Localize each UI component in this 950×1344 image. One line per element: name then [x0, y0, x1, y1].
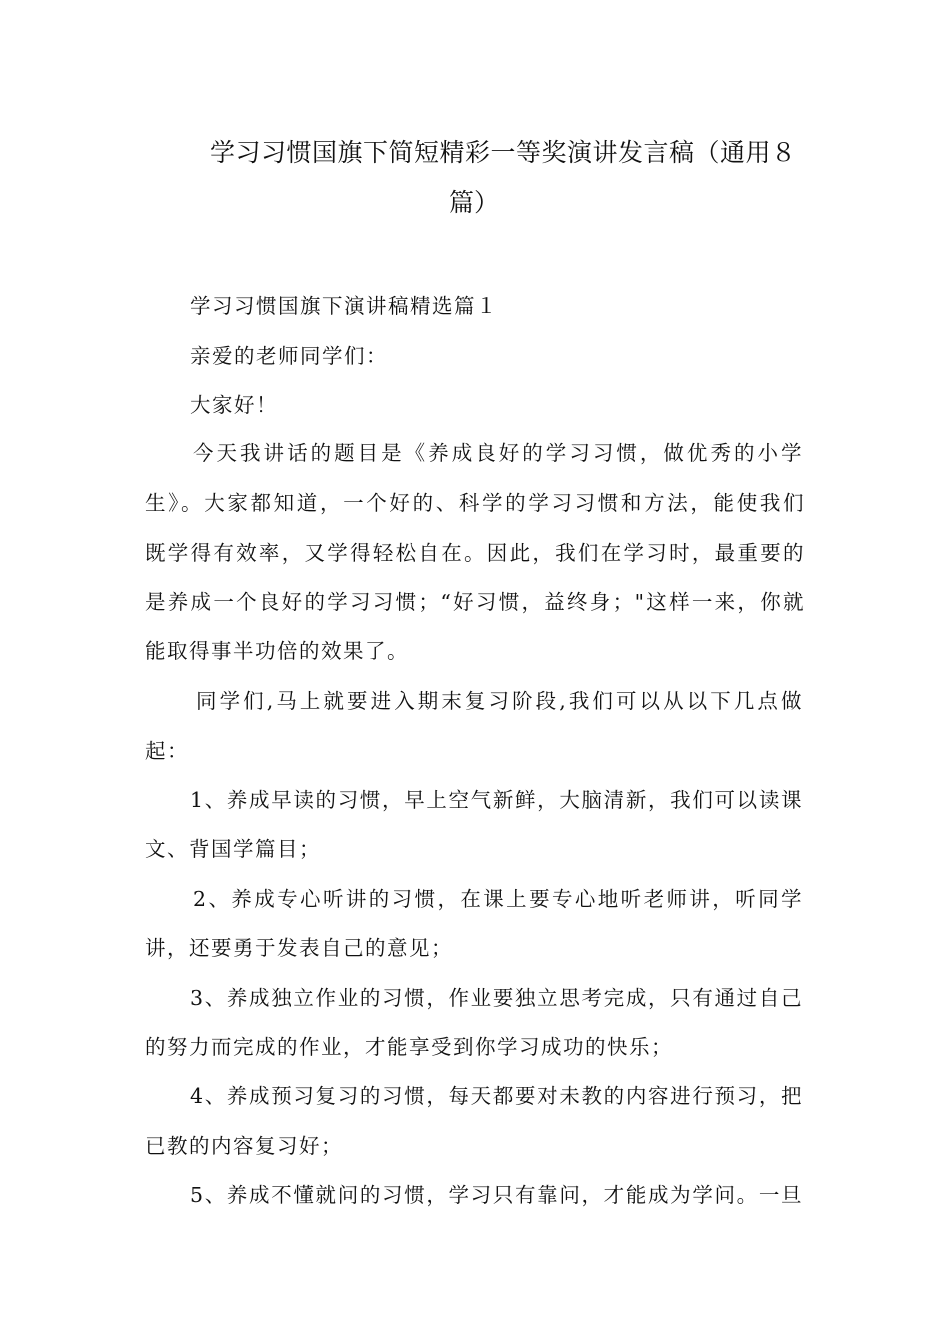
- paragraph-1-line: 能取得事半功倍的效果了。: [145, 639, 409, 663]
- paragraph-2-line: 起：: [145, 739, 189, 763]
- list-item-4-line: 4、养成预习复习的习惯，每天都要对未教的内容进行预习，把: [190, 1084, 803, 1108]
- paragraph-1-line: 今天我讲话的题目是《养成良好的学习习惯，做优秀的小学: [193, 441, 803, 465]
- list-item-1-line: 1、养成早读的习惯，早上空气新鲜，大脑清新，我们可以读课: [190, 788, 803, 812]
- paragraph-1-line: 生》。大家都知道，一个好的、科学的学习习惯和方法，能使我们: [145, 491, 805, 515]
- section-heading: 学习习惯国旗下演讲稿精选篇１: [190, 294, 498, 318]
- document-title-line-2: 篇）: [449, 188, 500, 217]
- document-title-line-1: 学习习惯国旗下简短精彩一等奖演讲发言稿（通用８: [210, 138, 797, 167]
- greeting: 大家好！: [190, 393, 278, 417]
- paragraph-1-line: 既学得有效率，又学得轻松自在。因此，我们在学习时，最重要的: [145, 541, 805, 565]
- salutation: 亲爱的老师同学们：: [190, 344, 388, 368]
- paragraph-2-line: 同学们,马上就要进入期末复习阶段,我们可以从以下几点做: [196, 689, 803, 713]
- list-item-3-line: 的努力而完成的作业，才能享受到你学习成功的快乐；: [145, 1035, 673, 1059]
- list-item-3-line: 3、养成独立作业的习惯，作业要独立思考完成，只有通过自己: [190, 986, 803, 1010]
- list-item-5-line: 5、养成不懂就问的习惯，学习只有靠问，才能成为学问。一旦: [190, 1183, 803, 1207]
- list-item-2-line: 讲，还要勇于发表自己的意见；: [145, 936, 453, 960]
- list-item-1-line: 文、背国学篇目；: [145, 837, 321, 861]
- list-item-2-line: 2、养成专心听讲的习惯，在课上要专心地听老师讲，听同学: [193, 887, 803, 911]
- paragraph-1-line: 是养成一个良好的学习习惯；“好习惯，益终身；"这样一来，你就: [145, 590, 805, 614]
- list-item-4-line: 已教的内容复习好；: [145, 1134, 343, 1158]
